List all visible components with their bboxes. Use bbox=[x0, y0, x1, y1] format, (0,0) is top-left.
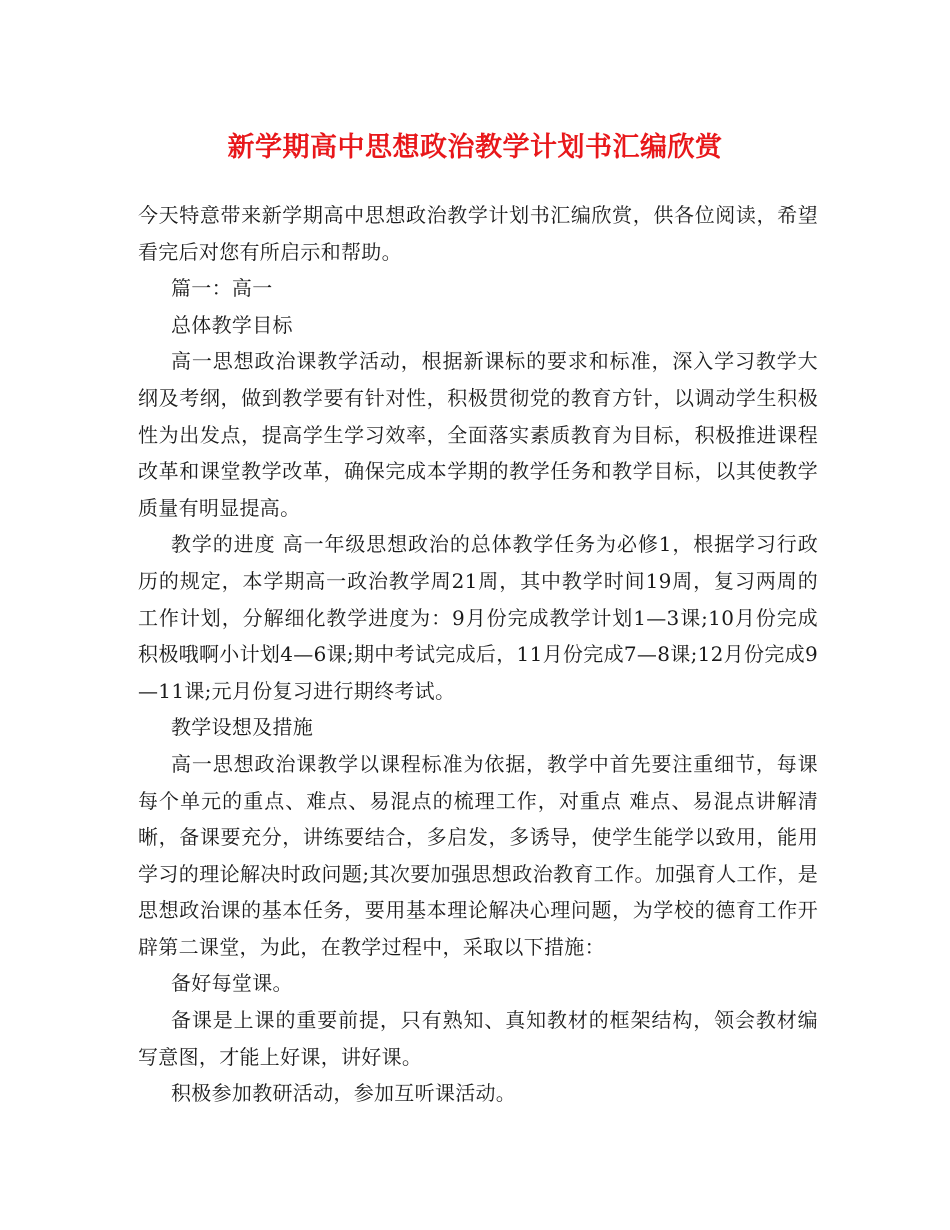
paragraph-prepare-lessons: 备好每堂课。 bbox=[171, 971, 293, 996]
paragraph-research-activities: 积极参加教研活动，参加互听课活动。 bbox=[171, 1081, 517, 1106]
paragraph-intro: 今天特意带来新学期高中思想政治教学计划书汇编欣赏，供各位阅读，希望看完后对您有所启示和帮助。 bbox=[138, 203, 818, 264]
paragraph-section-heading: 篇一：高一 bbox=[171, 276, 273, 301]
paragraph-subheading-measures: 教学设想及措施 bbox=[171, 715, 314, 740]
paragraph-measures: 高一思想政治课教学以课程标准为依据，教学中首先要注重细节，每课每个单元的重点、难点、易混点的梳理工作，对重点 难点、易混点讲解清晰，备课要充分，讲练要结合，多启发，多诱导，使学生能学以致用，能用学习的理论解决时政问题;其次要加强思想政治教育工作。加强育人工作，是思想政治课的基本任务，要用基本理论解决心理问题，为学校的德育工作开辟第二课堂，为此，在教学过程中，采取以下措施： bbox=[138, 751, 818, 959]
paragraph-subheading-goals: 总体教学目标 bbox=[171, 312, 293, 337]
document-body bbox=[138, 197, 818, 1112]
paragraph-progress: 教学的进度 高一年级思想政治的总体教学任务为必修1，根据学习行政历的规定，本学期高一政治教学周21周，其中教学时间19周，复习两周的工作计划，分解细化教学进度为：9月份完成教学计划1—3课;10月份完成积极哦啊小计划4—6课;期中考试完成后，11月份完成7—8课;12月份完成9—11课;元月份复习进行期终考试。 bbox=[138, 532, 818, 703]
paragraph-goals: 高一思想政治课教学活动，根据新课标的要求和标准，深入学习教学大纲及考纲，做到教学要有针对性，积极贯彻党的教育方针，以调动学生积极性为出发点，提高学生学习效率，全面落实素质教育为目标，积极推进课程改革和课堂教学改革，确保完成本学期的教学任务和教学目标，以其使教学质量有明显提高。 bbox=[138, 349, 818, 520]
document-title: 新学期高中思想政治教学计划书汇编欣赏 bbox=[227, 132, 723, 163]
paragraph-prepare-detail: 备课是上课的重要前提，只有熟知、真知教材的框架结构，领会教材编写意图，才能上好课，讲好课。 bbox=[138, 1008, 818, 1069]
